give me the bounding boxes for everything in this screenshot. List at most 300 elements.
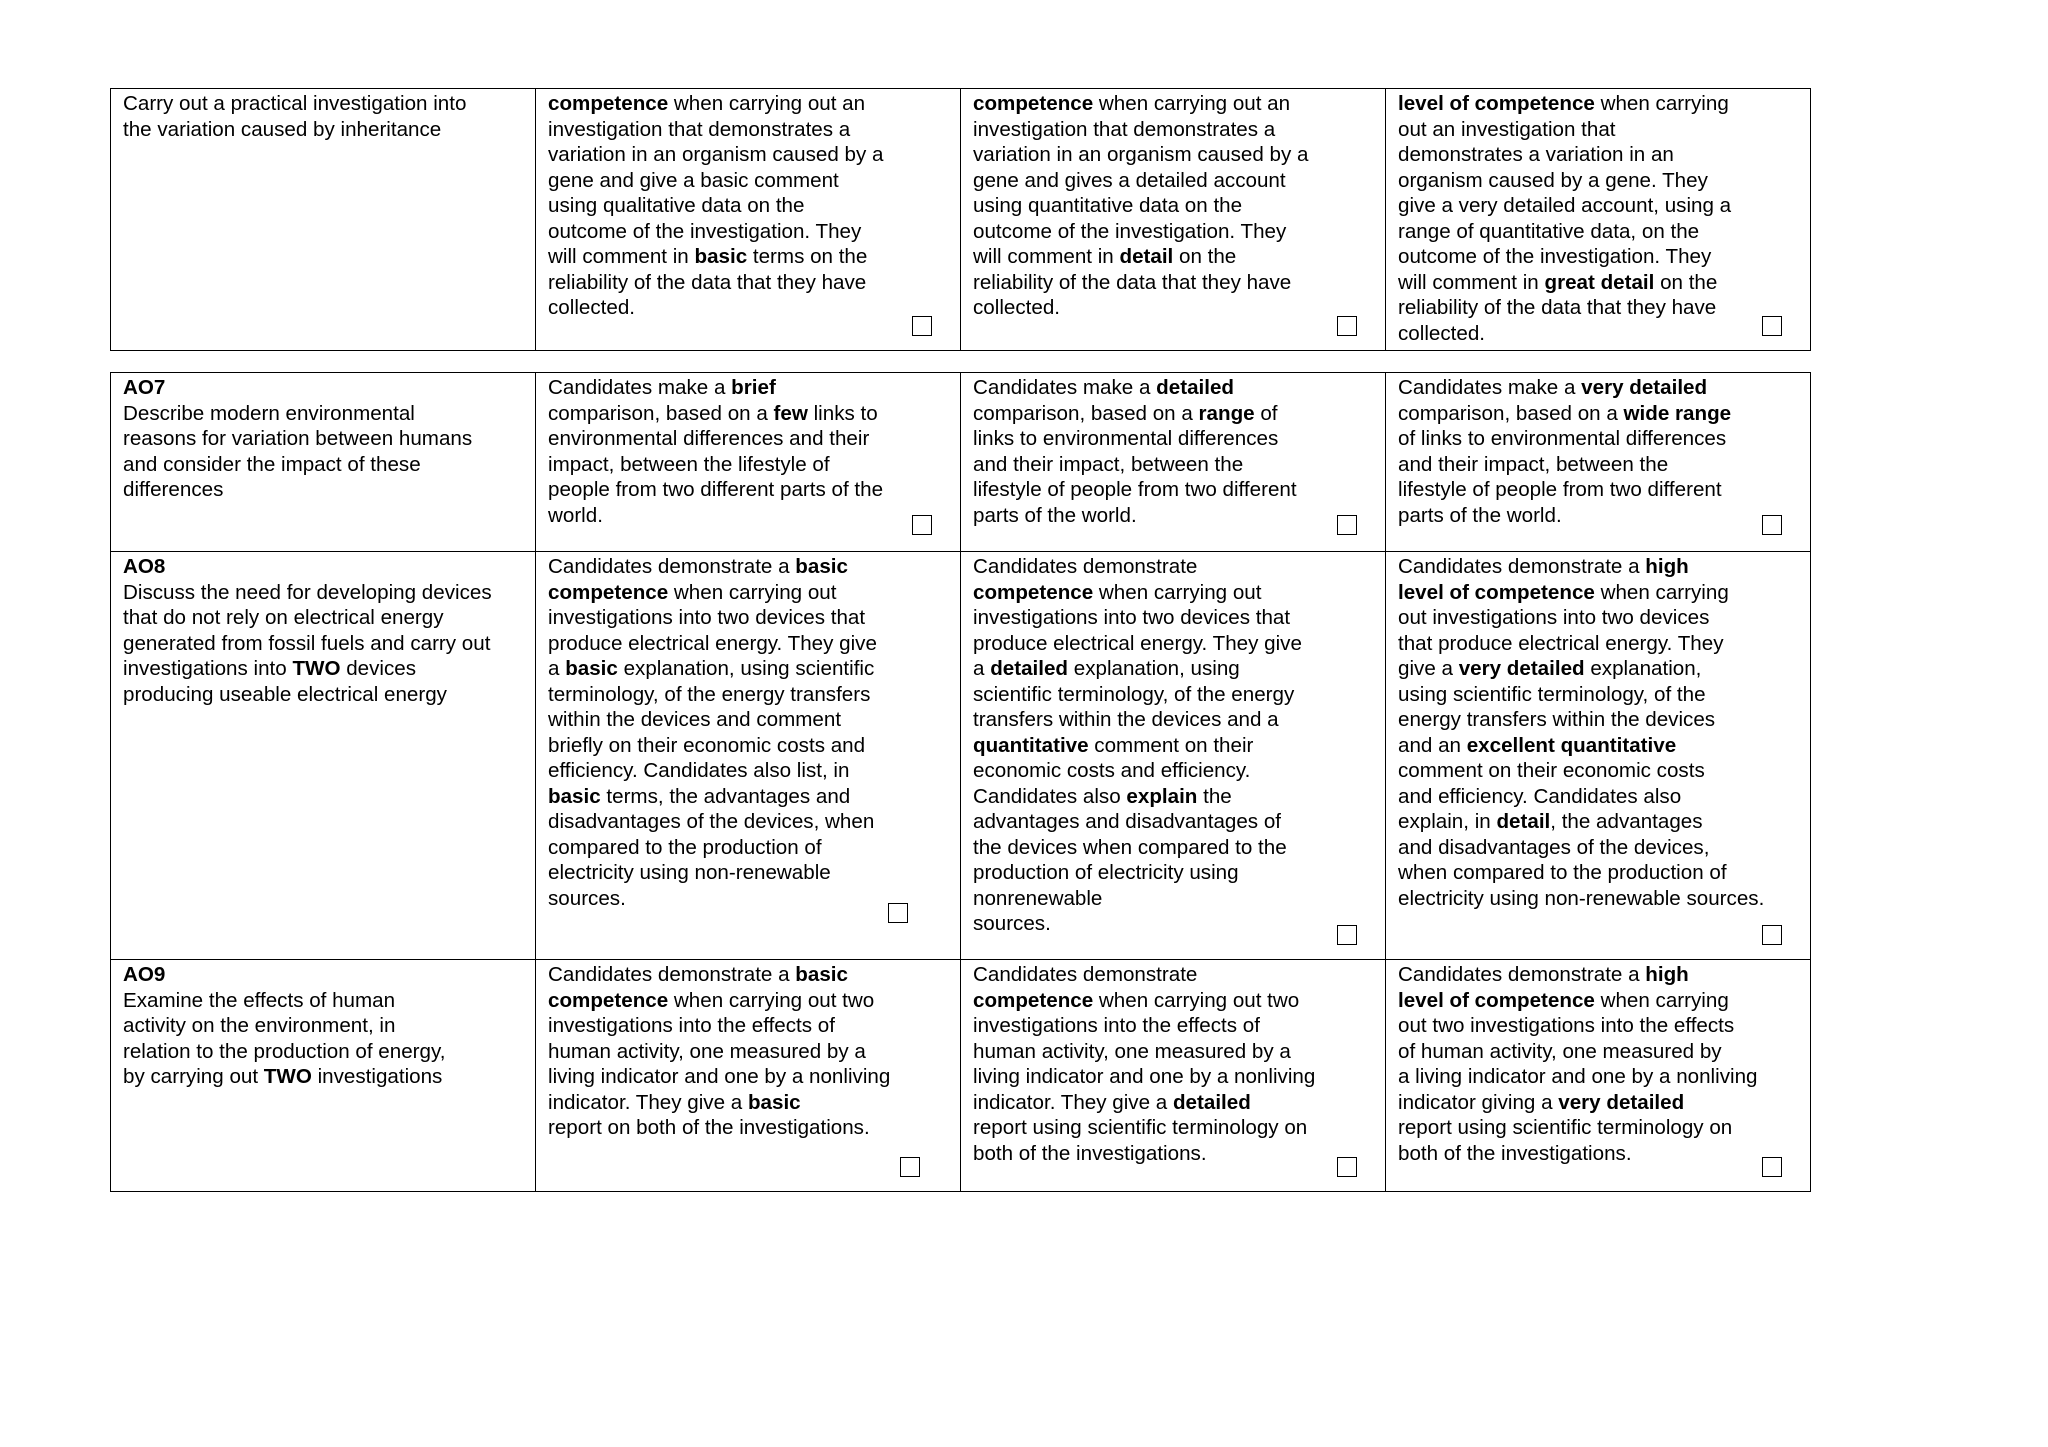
text-run: indicator giving a bbox=[1398, 1090, 1559, 1114]
text-line bbox=[973, 580, 1367, 606]
text-line bbox=[123, 656, 517, 682]
text-line bbox=[1398, 1115, 1792, 1141]
criteria-text bbox=[1398, 554, 1792, 911]
text-line bbox=[548, 809, 942, 835]
text-run: gene and gives a detailed account bbox=[973, 168, 1286, 192]
text-run: advantages and disadvantages of bbox=[973, 810, 1282, 833]
text-run: when carrying out two bbox=[1093, 988, 1300, 1012]
bold-text: level of competence bbox=[1398, 92, 1595, 115]
text-line bbox=[973, 452, 1367, 478]
text-run: outcome of the investigation. They bbox=[548, 219, 862, 243]
text-run: and an bbox=[1398, 733, 1467, 757]
text-run: explanation, using bbox=[1068, 657, 1240, 680]
text-line bbox=[973, 784, 1367, 810]
criteria-cell-very-detailed bbox=[1386, 89, 1811, 351]
text-run: both of the investigations. bbox=[1398, 1141, 1632, 1165]
text-line bbox=[123, 682, 517, 708]
text-line bbox=[1398, 656, 1792, 682]
text-run: range of quantitative data, on the bbox=[1398, 219, 1700, 243]
text-line bbox=[548, 1090, 942, 1116]
text-run: comment on their bbox=[1088, 733, 1254, 757]
text-run: when carrying bbox=[1594, 988, 1729, 1012]
bold-text: quantitative bbox=[973, 733, 1089, 757]
text-run: Candidates demonstrate a bbox=[548, 963, 796, 986]
objective-cell bbox=[111, 373, 536, 552]
text-line bbox=[1398, 835, 1792, 861]
text-line bbox=[973, 1090, 1367, 1116]
bold-text: basic bbox=[694, 245, 748, 268]
criteria-cell-basic bbox=[536, 960, 961, 1192]
text-line bbox=[123, 631, 517, 657]
text-run: reliability of the data that they have bbox=[1398, 296, 1717, 319]
checkbox-basic[interactable] bbox=[888, 903, 908, 923]
bold-text: high bbox=[1645, 963, 1689, 986]
text-line bbox=[1398, 554, 1792, 580]
text-line bbox=[1398, 193, 1792, 219]
text-run: Candidates demonstrate a bbox=[1398, 555, 1646, 578]
text-run: links to environmental differences bbox=[973, 427, 1279, 450]
bold-text: basic bbox=[747, 1090, 801, 1114]
text-run: electricity using non-renewable sources. bbox=[1398, 886, 1765, 910]
text-run: devices bbox=[340, 657, 417, 680]
text-run: give a very detailed account, using a bbox=[1398, 194, 1732, 217]
text-run: and consider the impact of these bbox=[123, 452, 421, 476]
criteria-text bbox=[973, 375, 1367, 528]
text-line bbox=[123, 117, 517, 143]
text-line bbox=[123, 988, 517, 1014]
text-run: when carrying bbox=[1594, 92, 1729, 115]
text-run: comparison, based on a bbox=[973, 401, 1199, 425]
text-line bbox=[973, 631, 1367, 657]
criteria-text bbox=[1398, 962, 1792, 1166]
text-run: transfers within the devices and a bbox=[973, 708, 1279, 731]
text-line bbox=[973, 142, 1367, 168]
criteria-text bbox=[548, 375, 942, 528]
criteria-text bbox=[1398, 91, 1792, 346]
text-line bbox=[973, 682, 1367, 708]
checkbox-detailed[interactable] bbox=[1337, 515, 1357, 535]
criteria-row-ao9 bbox=[111, 960, 1811, 1192]
text-run: efficiency. Candidates also list, in bbox=[548, 759, 850, 782]
text-run: the devices when compared to the bbox=[973, 835, 1287, 859]
text-line bbox=[548, 401, 942, 427]
text-line bbox=[548, 758, 942, 784]
text-run: both of the investigations. bbox=[973, 1141, 1207, 1165]
text-run: variation in an organism caused by a bbox=[973, 143, 1309, 166]
criteria-cell-basic bbox=[536, 552, 961, 960]
criteria-cell-very-detailed bbox=[1386, 552, 1811, 960]
bold-text: detail bbox=[1496, 810, 1551, 833]
text-run: scientific terminology, of the energy bbox=[973, 682, 1295, 706]
criteria-cell-basic bbox=[536, 89, 961, 351]
objective-code: AO9 bbox=[123, 963, 166, 986]
text-line bbox=[548, 91, 942, 117]
text-line bbox=[1398, 1141, 1792, 1167]
text-line bbox=[973, 809, 1367, 835]
text-line bbox=[548, 503, 942, 529]
text-run: living indicator and one by a nonliving bbox=[548, 1065, 891, 1088]
text-line bbox=[973, 270, 1367, 296]
text-line bbox=[973, 91, 1367, 117]
bold-text: competence bbox=[973, 988, 1094, 1012]
checkbox-basic[interactable] bbox=[912, 515, 932, 535]
bold-text: competence bbox=[973, 92, 1094, 115]
text-run: using qualitative data on the bbox=[548, 194, 805, 217]
text-run: impact, between the lifestyle of bbox=[548, 452, 830, 476]
bold-text: competence bbox=[973, 580, 1094, 604]
text-line bbox=[548, 426, 942, 452]
text-run: on the bbox=[1654, 270, 1718, 294]
text-run: Candidates make a bbox=[548, 376, 732, 399]
text-run: production of electricity using bbox=[973, 861, 1239, 884]
text-run: parts of the world. bbox=[973, 503, 1137, 527]
text-run: investigations bbox=[311, 1065, 443, 1088]
bold-text: very detailed bbox=[1558, 1090, 1685, 1114]
text-run: relation to the production of energy, bbox=[123, 1039, 446, 1063]
text-line bbox=[973, 707, 1367, 733]
text-run: indicator. They give a bbox=[548, 1090, 748, 1114]
text-run: and efficiency. Candidates also bbox=[1398, 784, 1682, 808]
text-line bbox=[548, 962, 942, 988]
criteria-text bbox=[548, 962, 942, 1141]
text-line bbox=[973, 503, 1367, 529]
text-run: a living indicator and one by a nonliving bbox=[1398, 1065, 1758, 1088]
text-run: indicator. They give a bbox=[973, 1090, 1173, 1114]
text-line bbox=[548, 631, 942, 657]
text-run: reliability of the data that they have bbox=[548, 270, 867, 294]
text-run: Candidates also bbox=[973, 784, 1127, 808]
text-line bbox=[548, 835, 942, 861]
text-run: that produce electrical energy. They bbox=[1398, 631, 1724, 655]
criteria-text bbox=[973, 91, 1367, 321]
text-run: investigations into the effects of bbox=[973, 1014, 1260, 1037]
text-line bbox=[1398, 1013, 1792, 1039]
text-line bbox=[1398, 988, 1792, 1014]
checkbox-detailed[interactable] bbox=[1337, 316, 1357, 336]
checkbox-very-detailed[interactable] bbox=[1762, 925, 1782, 945]
text-run: activity on the environment, in bbox=[123, 1014, 396, 1037]
text-line bbox=[123, 91, 517, 117]
bold-text: TWO bbox=[292, 657, 341, 680]
text-run: briefly on their economic costs and bbox=[548, 733, 866, 757]
text-line bbox=[973, 426, 1367, 452]
text-run: when carrying out bbox=[1093, 580, 1262, 604]
bold-text: competence bbox=[548, 92, 669, 115]
bold-text: detailed bbox=[1156, 376, 1234, 399]
text-line bbox=[1398, 682, 1792, 708]
text-run: the variation caused by inheritance bbox=[123, 117, 442, 141]
text-run: lifestyle of people from two different bbox=[1398, 478, 1722, 501]
text-run: produce electrical energy. They give bbox=[548, 631, 877, 655]
text-line bbox=[1398, 1064, 1792, 1090]
text-run: will comment in bbox=[973, 245, 1120, 268]
text-line bbox=[548, 219, 942, 245]
text-run: economic costs and efficiency. bbox=[973, 759, 1251, 782]
text-line bbox=[548, 452, 942, 478]
text-line bbox=[1398, 452, 1792, 478]
objective-cell bbox=[111, 960, 536, 1192]
text-run: producing useable electrical energy bbox=[123, 682, 447, 706]
bold-text: basic bbox=[548, 784, 601, 808]
checkbox-basic[interactable] bbox=[912, 316, 932, 336]
objective-text bbox=[123, 401, 517, 503]
criteria-cell-very-detailed bbox=[1386, 373, 1811, 552]
text-run: by carrying out bbox=[123, 1065, 264, 1088]
text-line bbox=[1398, 477, 1792, 503]
text-line bbox=[1398, 503, 1792, 529]
text-line bbox=[973, 962, 1367, 988]
bold-text: range bbox=[1198, 401, 1255, 425]
text-line bbox=[973, 988, 1367, 1014]
bold-text: very detailed bbox=[1581, 376, 1708, 399]
bold-text: competence bbox=[548, 580, 669, 604]
text-run: using scientific terminology, of the bbox=[1398, 682, 1706, 706]
text-line bbox=[548, 244, 942, 270]
bold-text: wide range bbox=[1623, 401, 1732, 425]
text-line bbox=[548, 193, 942, 219]
criteria-text bbox=[973, 962, 1367, 1166]
criteria-cell-very-detailed bbox=[1386, 960, 1811, 1192]
bold-text: basic bbox=[795, 555, 848, 578]
text-line bbox=[1398, 631, 1792, 657]
text-line bbox=[973, 193, 1367, 219]
text-line bbox=[548, 784, 942, 810]
text-run: outcome of the investigation. They bbox=[1398, 245, 1712, 268]
text-run: when carrying out an bbox=[668, 92, 866, 115]
text-run: variation in an organism caused by a bbox=[548, 143, 884, 166]
bold-text: basic bbox=[565, 657, 618, 680]
text-line bbox=[973, 886, 1367, 912]
checkbox-basic[interactable] bbox=[900, 1157, 920, 1177]
text-run: compared to the production of bbox=[548, 835, 822, 859]
text-run: will comment in bbox=[1398, 270, 1545, 294]
text-line bbox=[973, 401, 1367, 427]
text-run: when compared to the production of bbox=[1398, 861, 1727, 884]
text-line bbox=[1398, 401, 1792, 427]
text-line bbox=[1398, 605, 1792, 631]
text-run: Candidates demonstrate bbox=[973, 555, 1198, 578]
objective-code: AO8 bbox=[123, 555, 166, 578]
text-line bbox=[1398, 886, 1792, 912]
text-run: sources. bbox=[548, 886, 626, 910]
text-run: nonrenewable bbox=[973, 886, 1103, 910]
text-line bbox=[1398, 733, 1792, 759]
text-run: give a bbox=[1398, 657, 1459, 680]
text-run: that do not rely on electrical energy bbox=[123, 606, 444, 629]
criteria-cell-detailed bbox=[961, 960, 1386, 1192]
text-run: , the advantages bbox=[1550, 810, 1703, 833]
text-run: generated from fossil fuels and carry out bbox=[123, 631, 491, 655]
text-line bbox=[973, 1039, 1367, 1065]
text-line bbox=[548, 605, 942, 631]
text-line bbox=[1398, 168, 1792, 194]
text-line bbox=[973, 835, 1367, 861]
text-run: reliability of the data that they have bbox=[973, 270, 1292, 294]
text-run: explain, in bbox=[1398, 810, 1497, 833]
text-run: terms on the bbox=[747, 245, 868, 268]
text-line bbox=[973, 375, 1367, 401]
checkbox-very-detailed[interactable] bbox=[1762, 515, 1782, 535]
text-run: comparison, based on a bbox=[548, 401, 774, 425]
text-line bbox=[548, 117, 942, 143]
text-line bbox=[548, 1115, 942, 1141]
text-line bbox=[548, 988, 942, 1014]
bold-text: detailed bbox=[990, 657, 1069, 680]
text-line bbox=[1398, 117, 1792, 143]
text-run: Candidates demonstrate a bbox=[1398, 963, 1646, 986]
text-line bbox=[973, 219, 1367, 245]
text-line bbox=[123, 477, 517, 503]
text-run: environmental differences and their bbox=[548, 427, 870, 450]
text-line bbox=[973, 733, 1367, 759]
text-run: links to bbox=[807, 401, 878, 425]
text-run: Describe modern environmental bbox=[123, 401, 415, 425]
criteria-cell-detailed bbox=[961, 552, 1386, 960]
text-line bbox=[973, 477, 1367, 503]
text-run: collected. bbox=[1398, 321, 1486, 345]
text-line bbox=[1398, 860, 1792, 886]
criteria-row bbox=[111, 89, 1811, 351]
bold-text: basic bbox=[795, 963, 848, 986]
text-line bbox=[548, 733, 942, 759]
text-run: will comment in bbox=[548, 245, 695, 268]
text-run: Candidates demonstrate a bbox=[548, 555, 796, 578]
text-line bbox=[973, 1013, 1367, 1039]
text-run: parts of the world. bbox=[1398, 503, 1562, 527]
text-run: sources. bbox=[973, 912, 1051, 935]
text-run: Candidates make a bbox=[1398, 376, 1582, 399]
criteria-cell-detailed bbox=[961, 373, 1386, 552]
text-run: people from two different parts of the bbox=[548, 478, 884, 501]
text-line bbox=[548, 1064, 942, 1090]
text-run: out two investigations into the effects bbox=[1398, 1014, 1735, 1037]
objective-code: AO7 bbox=[123, 376, 166, 399]
text-line bbox=[123, 401, 517, 427]
text-line bbox=[973, 605, 1367, 631]
text-run: gene and give a basic comment bbox=[548, 168, 839, 192]
text-line bbox=[1398, 758, 1792, 784]
objective-cell bbox=[111, 552, 536, 960]
text-line bbox=[548, 295, 942, 321]
text-line bbox=[548, 580, 942, 606]
bold-text: detailed bbox=[1172, 1090, 1251, 1114]
bold-text: very detailed bbox=[1458, 657, 1585, 680]
text-line bbox=[973, 168, 1367, 194]
bold-text: competence bbox=[548, 988, 669, 1012]
text-line bbox=[973, 554, 1367, 580]
text-run: of links to environmental differences bbox=[1398, 427, 1727, 450]
objective-text bbox=[123, 91, 517, 142]
text-line bbox=[548, 142, 942, 168]
text-line bbox=[1398, 375, 1792, 401]
text-run: organism caused by a gene. They bbox=[1398, 168, 1708, 192]
text-run: collected. bbox=[973, 296, 1061, 319]
text-run: explanation, using scientific bbox=[617, 657, 875, 680]
text-run: energy transfers within the devices bbox=[1398, 708, 1716, 731]
text-line bbox=[548, 707, 942, 733]
criteria-table-bottom bbox=[110, 372, 1811, 1192]
text-line bbox=[548, 375, 942, 401]
text-line bbox=[123, 605, 517, 631]
text-line bbox=[548, 682, 942, 708]
text-run: comparison, based on a bbox=[1398, 401, 1624, 425]
criteria-text bbox=[548, 91, 942, 321]
text-run: lifestyle of people from two different bbox=[973, 478, 1297, 501]
text-run: when carrying out an bbox=[1093, 92, 1291, 115]
text-run: world. bbox=[548, 503, 603, 527]
text-line bbox=[973, 1064, 1367, 1090]
text-line bbox=[973, 117, 1367, 143]
bold-text: level of competence bbox=[1398, 988, 1595, 1012]
objective-text bbox=[123, 580, 517, 708]
text-line bbox=[548, 886, 942, 912]
bold-text: brief bbox=[731, 376, 776, 399]
text-line bbox=[1398, 580, 1792, 606]
text-run: differences bbox=[123, 478, 224, 501]
text-line bbox=[1398, 962, 1792, 988]
text-run: when carrying bbox=[1594, 580, 1729, 604]
text-line bbox=[973, 860, 1367, 886]
text-run: Discuss the need for developing devices bbox=[123, 580, 492, 604]
text-line bbox=[1398, 784, 1792, 810]
text-run: within the devices and comment bbox=[548, 708, 842, 731]
text-run: investigation that demonstrates a bbox=[548, 117, 851, 141]
text-line bbox=[973, 244, 1367, 270]
text-run: out an investigation that bbox=[1398, 117, 1616, 141]
text-line bbox=[973, 295, 1367, 321]
text-run: human activity, one measured by a bbox=[973, 1039, 1291, 1063]
checkbox-very-detailed[interactable] bbox=[1762, 1157, 1782, 1177]
text-line bbox=[1398, 1039, 1792, 1065]
criteria-cell-detailed bbox=[961, 89, 1386, 351]
text-line bbox=[123, 580, 517, 606]
checkbox-very-detailed[interactable] bbox=[1762, 316, 1782, 336]
checkbox-detailed[interactable] bbox=[1337, 1157, 1357, 1177]
text-line bbox=[548, 477, 942, 503]
text-line bbox=[1398, 321, 1792, 347]
text-run: human activity, one measured by a bbox=[548, 1039, 866, 1063]
text-run: and disadvantages of the devices, bbox=[1398, 835, 1710, 859]
text-line bbox=[1398, 295, 1792, 321]
text-run: terminology, of the energy transfers bbox=[548, 682, 871, 706]
text-run: report on both of the investigations. bbox=[548, 1116, 870, 1139]
text-run: investigation that demonstrates a bbox=[973, 117, 1276, 141]
criteria-row-ao8 bbox=[111, 552, 1811, 960]
bold-text: great detail bbox=[1544, 270, 1655, 294]
text-run: the bbox=[1197, 784, 1232, 808]
text-line bbox=[1398, 91, 1792, 117]
text-line bbox=[973, 758, 1367, 784]
text-line bbox=[123, 1039, 517, 1065]
criteria-row-ao7 bbox=[111, 373, 1811, 552]
text-run: when carrying out two bbox=[668, 988, 875, 1012]
criteria-table-top bbox=[110, 88, 1811, 351]
checkbox-detailed[interactable] bbox=[1337, 925, 1357, 945]
criteria-text bbox=[1398, 375, 1792, 528]
text-line bbox=[548, 270, 942, 296]
text-line bbox=[973, 911, 1367, 937]
text-run: a bbox=[548, 657, 566, 680]
text-line bbox=[548, 554, 942, 580]
criteria-text bbox=[548, 554, 942, 911]
text-run: using quantitative data on the bbox=[973, 194, 1243, 217]
text-line bbox=[1398, 426, 1792, 452]
bold-text: excellent quantitative bbox=[1466, 733, 1677, 757]
text-run: of bbox=[1254, 401, 1278, 425]
text-run: comment on their economic costs bbox=[1398, 759, 1705, 782]
text-line bbox=[548, 168, 942, 194]
text-line bbox=[973, 1115, 1367, 1141]
